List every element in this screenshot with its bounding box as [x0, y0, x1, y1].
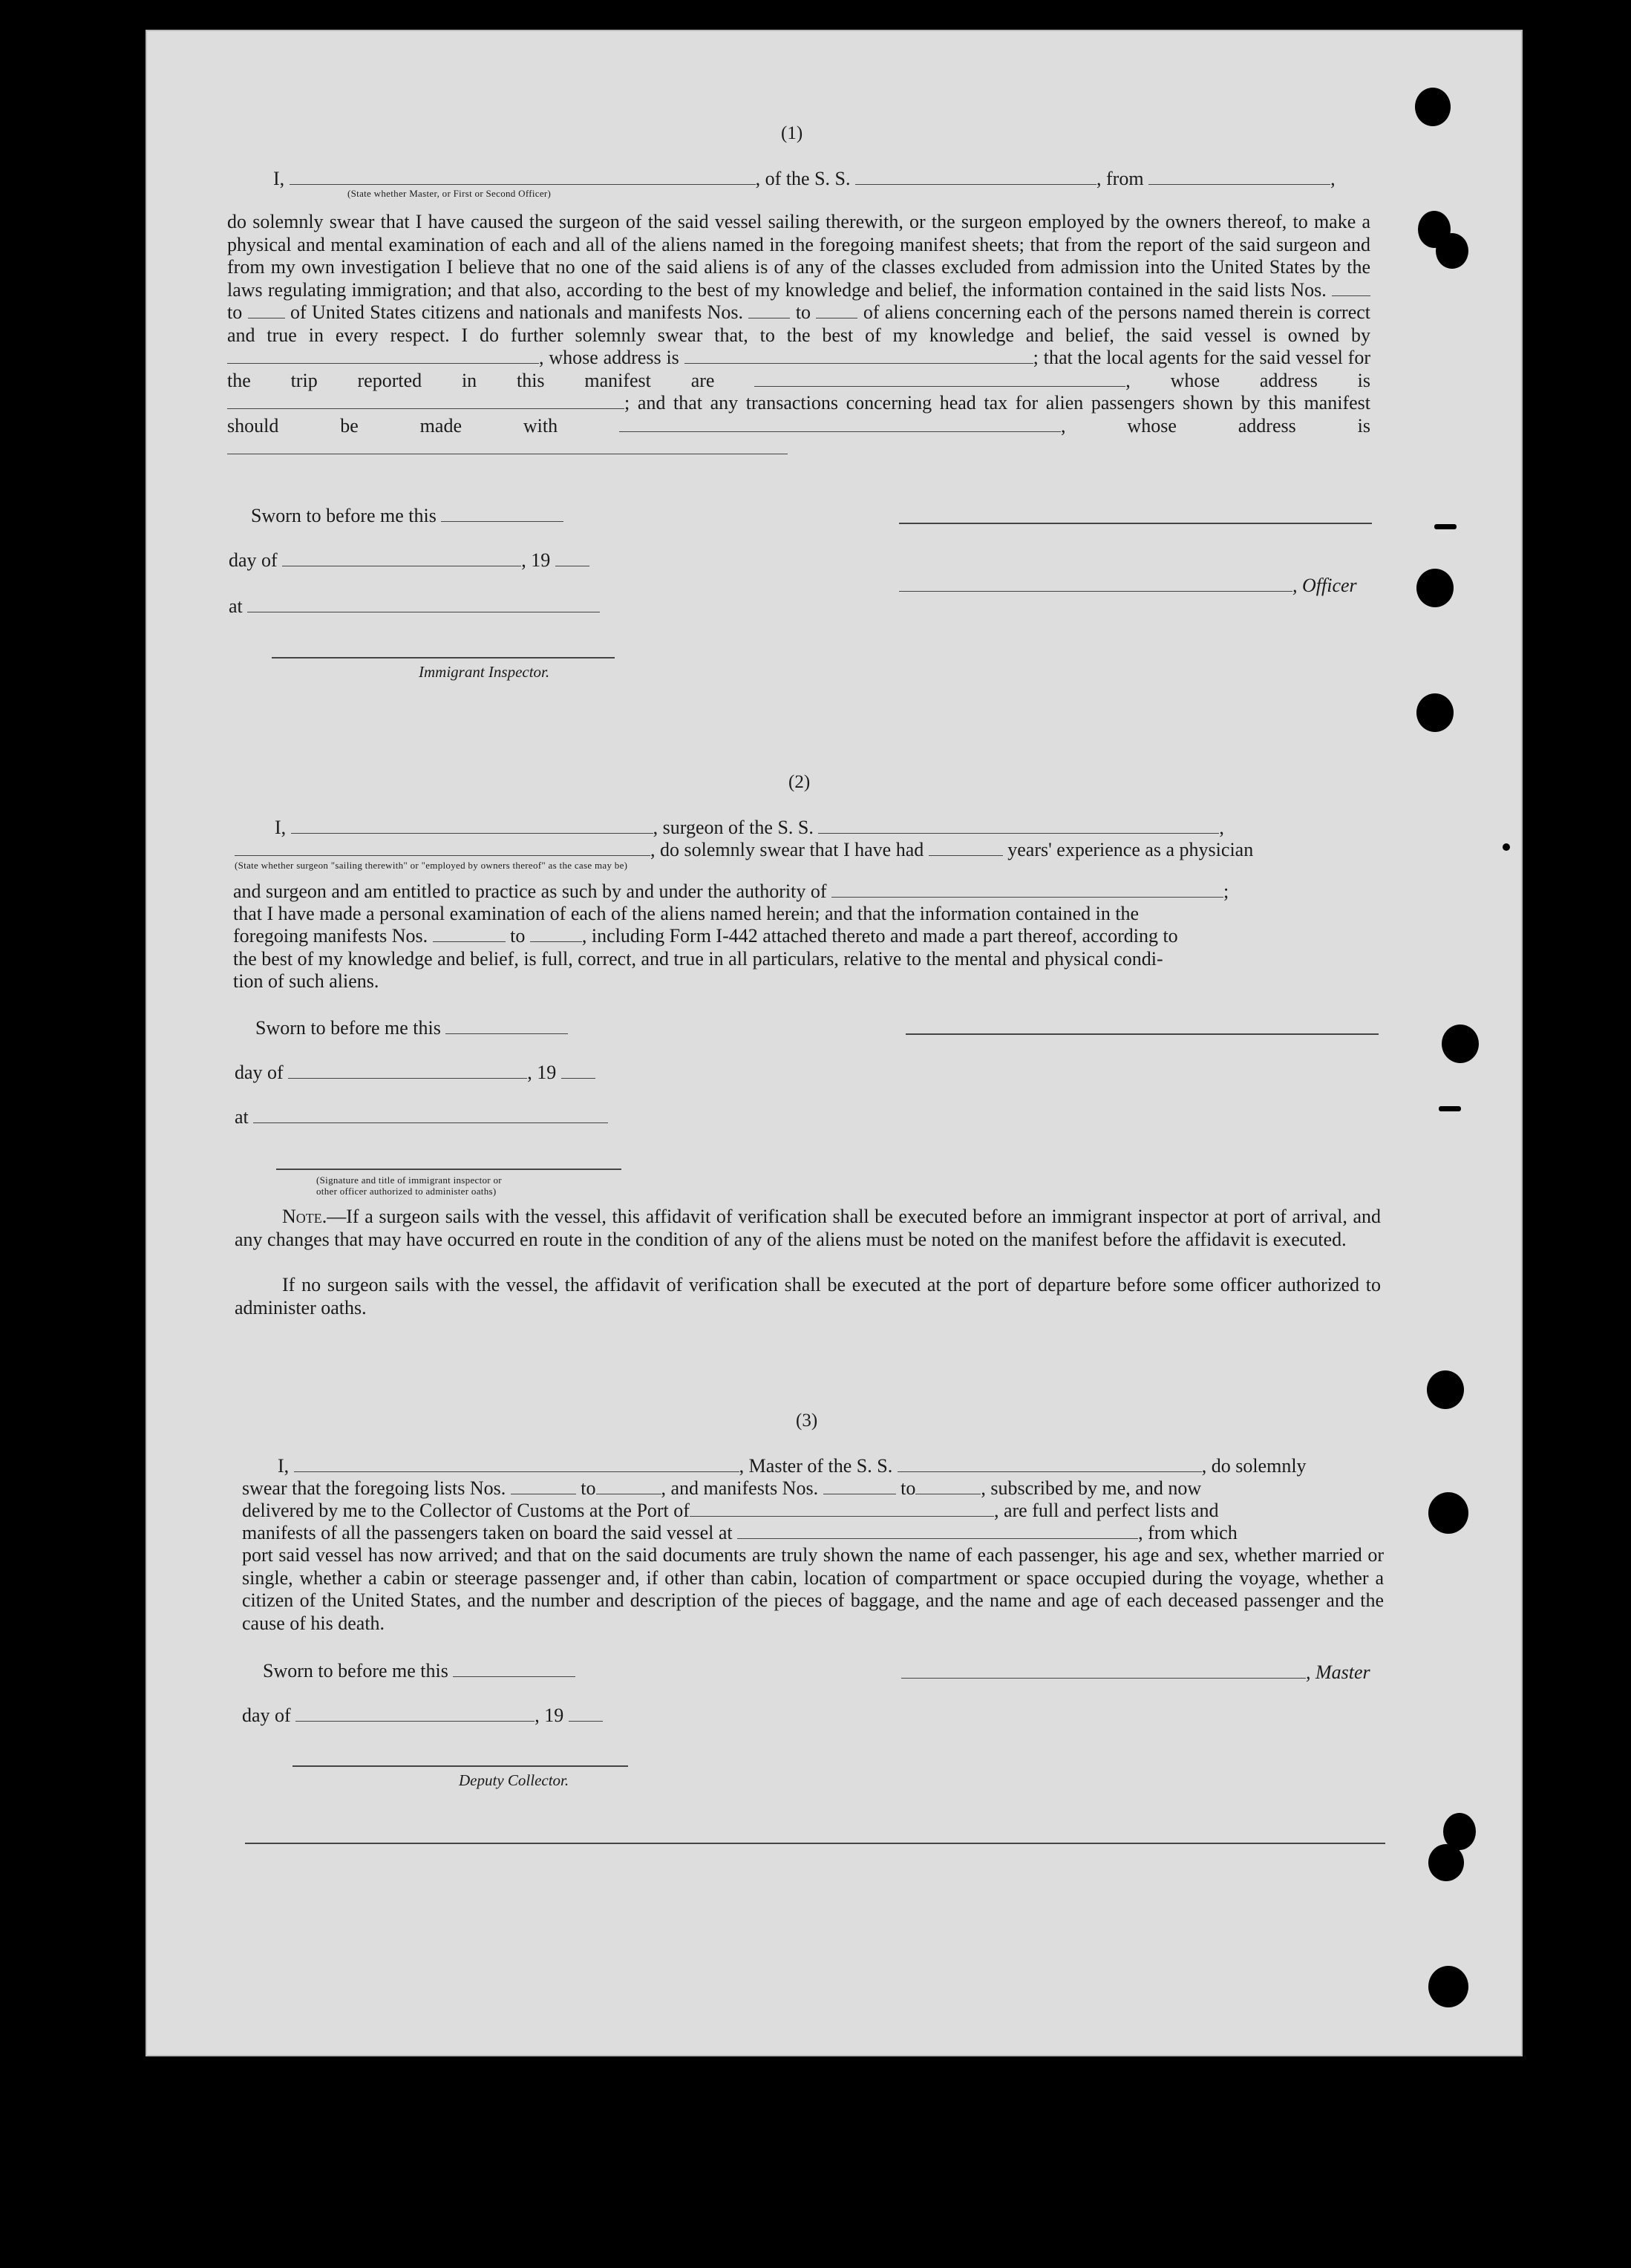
punch-hole [1428, 1844, 1464, 1881]
from-label: , from [1096, 168, 1144, 189]
section-2-month-field[interactable] [288, 1065, 527, 1079]
boarding-port-field[interactable] [737, 1525, 1138, 1539]
section-2-manifest-from-field[interactable] [433, 928, 506, 942]
punch-hole [1416, 569, 1454, 607]
section-3-body: port said vessel has now arrived; and that on the said documents are truly shown the name of each passenger, his age and sex, whether married or single, whether a cabin or steerage passenger and, if other than cabin, location of compartment or space occupied during the voyage, whether a citizen of the United States, and the number and description of the pieces of baggage, and the name and age of each deceased passenger and the cause of his death. [242, 1544, 1384, 1634]
section-2-day-of: day of , 19 [235, 1062, 595, 1085]
punch-hole [1436, 233, 1468, 269]
section-2-sworn-day-field[interactable] [445, 1020, 568, 1034]
section-1-body: do solemnly swear that I have caused the surgeon of the said vessel sailing therewith, or the surgeon employed by the owners thereof, to make a physical and mental examination of each and all of the aliens named in the foregoing manifest sheets; that from the report of the said surgeon and from my own investigation I believe that no one of the said aliens is of any of the classes excluded from admission into the United States by the laws regulating immigration; and that also, according to the best of my knowledge and belief, the information contained in the said lists Nos. to of United States citizens and nationals and manifests Nos. to of aliens concerning each of the persons named therein is correct and true in every respect. I do further solemnly swear that, to the best of my knowledge and belief, the said vessel is owned by , whose address is ; that the local agents for the said vessel for the trip reported in this manifest are , whose address is ; and that any transactions concerning head tax for alien passengers shown by this manifest should be made with , whose address is [227, 211, 1370, 460]
note-label: Note. [282, 1206, 327, 1227]
section-2-surgeon-signature-line[interactable] [906, 1033, 1379, 1035]
section-3-sworn-day-field[interactable] [453, 1663, 575, 1677]
section-2-line-4: that I have made a personal examination of each of the aliens named herein; and that the information contained in the [233, 903, 1140, 924]
of-the-ss-label: , of the S. S. [755, 168, 851, 189]
section-2-line-7: tion of such aliens. [233, 970, 379, 992]
section-2-line-2: , do solemnly swear that I have had years' experience as a physician [235, 839, 1253, 862]
master-label: , Master [1306, 1661, 1370, 1683]
section-2-surgeon-note: (State whether surgeon "sailing therewith" or "employed by owners thereof" as the case may be) [235, 860, 628, 871]
section-2-manifest-to-field[interactable] [530, 928, 582, 942]
section-1-at-field[interactable] [247, 598, 600, 612]
section-2-line-6: the best of my knowledge and belief, is full, correct, and true in all particulars, relative to the mental and physical condi- [233, 948, 1163, 970]
head-tax-address-field[interactable] [227, 440, 788, 454]
deputy-collector-label: Deputy Collector. [459, 1771, 569, 1789]
section-2-line-3: and surgeon and am entitled to practice as such by and under the authority of ; [233, 880, 1229, 902]
section-1-at: at [229, 595, 600, 618]
section-2-sworn: Sworn to before me this [255, 1017, 568, 1040]
local-agents-field[interactable] [754, 373, 1125, 387]
section-1-officer-row [899, 575, 1357, 598]
authority-field[interactable] [831, 883, 1223, 898]
section-3-lists-to-field[interactable] [596, 1480, 661, 1494]
head-tax-party-field[interactable] [619, 418, 1061, 432]
section-2-sig-note-2: other officer authorized to administer oaths) [316, 1186, 497, 1197]
punch-hole [1415, 88, 1451, 126]
i-label: I, [273, 168, 285, 189]
section-2-at: at [235, 1106, 608, 1129]
punch-hole [1442, 1024, 1479, 1063]
section-2-note: Note.—If a surgeon sails with the vessel, this affidavit of verification shall be executed before an immigrant inspector at port of arrival, and any changes that may have occurred en route in the condition of any of the aliens must be noted on the manifest before the affidavit is executed. [235, 1206, 1381, 1250]
immigrant-inspector-label: Immigrant Inspector. [419, 663, 550, 681]
master-signature-field[interactable] [901, 1664, 1306, 1679]
officer-rank-field[interactable] [290, 171, 756, 185]
section-3-year-field[interactable] [569, 1707, 603, 1722]
lists-to-field[interactable] [248, 304, 285, 318]
years-experience-field[interactable] [929, 842, 1003, 856]
section-2-vessel-field[interactable] [818, 820, 1219, 834]
punch-mark [1503, 843, 1510, 851]
section-3-line-1: I, , Master of the S. S. , do solemnly [278, 1455, 1307, 1477]
owner-field[interactable] [227, 350, 539, 364]
section-2-line-1: I, , surgeon of the S. S. , [275, 817, 1224, 838]
punch-hole [1416, 693, 1454, 732]
surgeon-status-field[interactable] [291, 820, 653, 834]
bottom-rule [245, 1843, 1385, 1844]
section-1-day-of: day of , 19 [229, 549, 589, 572]
master-name-field[interactable] [294, 1458, 739, 1472]
vessel-name-field[interactable] [855, 171, 1096, 185]
section-3-vessel-field[interactable] [898, 1458, 1202, 1472]
section-2-line-5: foregoing manifests Nos. to , including Form I-442 attached thereto and made a part thereof, according to [233, 925, 1178, 947]
section-1-officer-field[interactable] [899, 578, 1292, 592]
punch-mark [1439, 1106, 1461, 1111]
section-3-day-of: day of , 19 [242, 1705, 603, 1728]
collector-signature-line[interactable] [292, 1765, 628, 1767]
section-2-note-2: If no surgeon sails with the vessel, the affidavit of verification shall be executed at the port of departure before some officer authorized to administer oaths. [235, 1274, 1381, 1318]
section-3-manifests-to-field[interactable] [915, 1480, 981, 1494]
section-3-line-4: manifests of all the passengers taken on board the said vessel at , from which [242, 1522, 1238, 1543]
section-3-master-row [901, 1661, 1370, 1684]
section-1-sworn-day-field[interactable] [441, 508, 563, 522]
section-3-manifests-from-field[interactable] [823, 1480, 896, 1494]
section-3-sworn: Sworn to before me this [263, 1660, 575, 1683]
agents-address-field[interactable] [227, 395, 624, 409]
owner-address-field[interactable] [684, 350, 1033, 364]
surgeon-type-field[interactable] [235, 842, 650, 856]
punch-hole [1428, 1966, 1468, 2007]
section-2-year-field[interactable] [561, 1065, 595, 1079]
section-1-month-field[interactable] [282, 552, 521, 566]
manifests-from-field[interactable] [748, 304, 790, 318]
punch-mark [1434, 524, 1457, 529]
section-1-number: (1) [781, 123, 803, 143]
punch-hole [1428, 1492, 1468, 1534]
from-port-field[interactable] [1148, 171, 1330, 185]
section-1-year-field[interactable] [555, 552, 589, 566]
lists-from-field[interactable] [1332, 282, 1370, 296]
section-3-number: (3) [796, 1411, 818, 1431]
section-1-rank-note: (State whether Master, or First or Second Officer) [347, 188, 552, 199]
manifests-to-field[interactable] [816, 304, 857, 318]
punch-hole [1427, 1370, 1464, 1409]
section-1-inspector-signature-line[interactable] [272, 657, 615, 658]
section-2-inspector-signature-line[interactable] [276, 1169, 621, 1170]
section-1-officer-signature-line[interactable] [899, 523, 1372, 524]
section-2-at-field[interactable] [253, 1109, 608, 1123]
section-2-number: (2) [788, 772, 811, 792]
officer-label: , Officer [1292, 575, 1357, 596]
port-field[interactable] [690, 1503, 994, 1517]
section-3-lists-from-field[interactable] [511, 1480, 576, 1494]
section-1-line-1: I, , of the S. S. , from , [273, 168, 1336, 189]
section-3-line-2: swear that the foregoing lists Nos. to , and manifests Nos. to , subscribed by me, and now [242, 1477, 1202, 1499]
section-1-sworn: Sworn to before me this [251, 505, 563, 528]
section-3-month-field[interactable] [295, 1707, 535, 1722]
section-3-line-3: delivered by me to the Collector of Customs at the Port of , are full and perfect lists and [242, 1500, 1219, 1521]
section-2-sig-note-1: (Signature and title of immigrant inspector or [316, 1174, 502, 1186]
